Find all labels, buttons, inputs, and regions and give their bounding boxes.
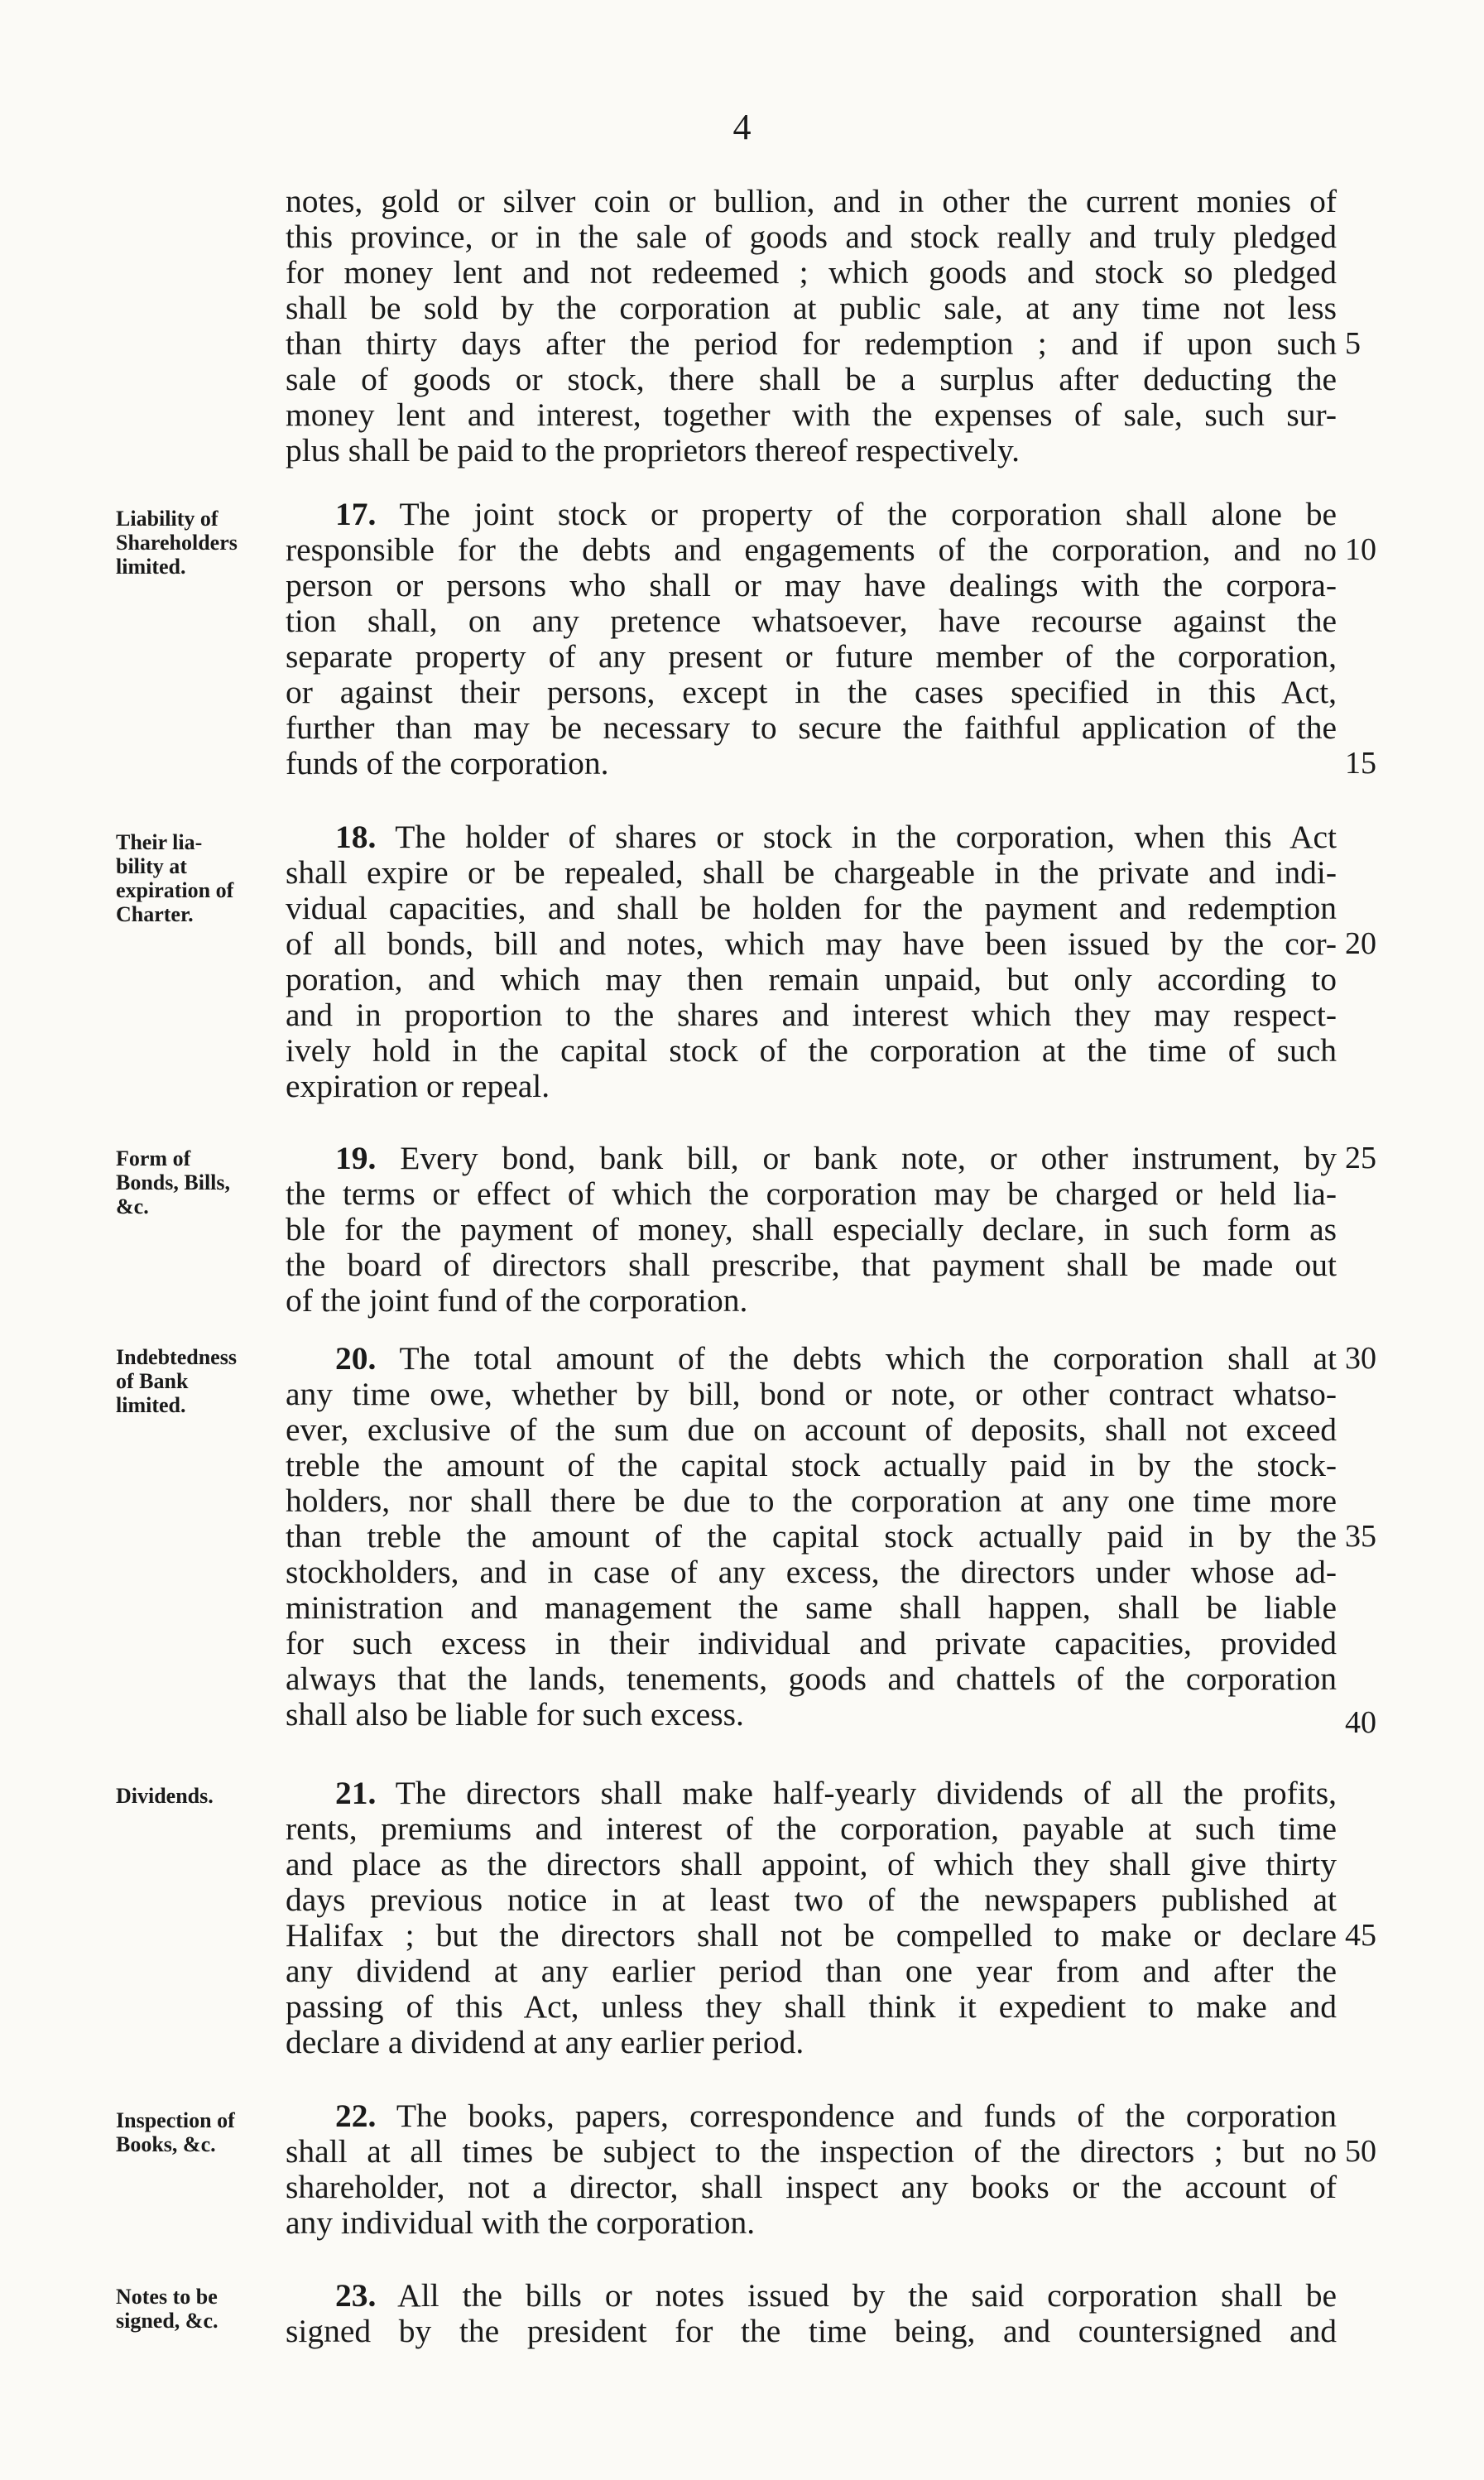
section-17 bbox=[286, 497, 1337, 781]
section-21 bbox=[286, 1776, 1337, 2060]
text-line: plus shall be paid to the proprietors thereof respectively. bbox=[286, 432, 1021, 469]
text-line: for money lent and not redeemed ; which goods and stock so pledged bbox=[286, 254, 1337, 291]
text-line: person or persons who shall or may have dealings with the corpora- bbox=[286, 567, 1337, 603]
text-line: ministration and management the same shall happen, shall be liable bbox=[286, 1589, 1337, 1626]
text-line: expiration or repeal. bbox=[286, 1068, 550, 1104]
text-line: ively hold in the capital stock of the corporation at the time of such bbox=[286, 1032, 1337, 1069]
text-line: sale of goods or stock, there shall be a surplus after deducting the bbox=[286, 361, 1337, 397]
line-number: 20 bbox=[1345, 926, 1376, 961]
margin-note-indebtedness: Indebtedness of Bank limited. bbox=[116, 1345, 237, 1417]
text-line: than treble the amount of the capital stock actually paid in by the bbox=[286, 1518, 1337, 1555]
section-20 bbox=[286, 1341, 1337, 1733]
text-line: poration, and which may then remain unpaid, but only according to bbox=[286, 961, 1337, 997]
text-line: of all bonds, bill and notes, which may have been issued by the cor- bbox=[286, 925, 1337, 962]
line-number: 10 bbox=[1345, 532, 1376, 567]
line-number: 35 bbox=[1345, 1519, 1376, 1554]
text-line: shall be sold by the corporation at public sale, at any time not less bbox=[286, 290, 1337, 326]
text-line: the terms or effect of which the corporation may be charged or held lia- bbox=[286, 1175, 1337, 1212]
text-line: ble for the payment of money, shall especially declare, in such form as bbox=[286, 1211, 1337, 1247]
text-line: funds of the corporation. bbox=[286, 745, 609, 781]
text-line: signed by the president for the time being, and countersigned and bbox=[286, 2313, 1337, 2349]
section-number: 20. bbox=[335, 1340, 377, 1377]
text-line: treble the amount of the capital stock actually paid in by the stock- bbox=[286, 1447, 1337, 1483]
text-line: ever, exclusive of the sum due on account of deposits, shall not exceed bbox=[286, 1411, 1337, 1448]
line-number: 30 bbox=[1345, 1341, 1376, 1376]
text-line: The holder of shares or stock in the corporation, when this Act bbox=[395, 819, 1338, 855]
text-line: holders, nor shall there be due to the corporation at any one time more bbox=[286, 1483, 1337, 1519]
text-line: tion shall, on any pretence whatsoever, have recourse against the bbox=[286, 603, 1337, 639]
line-number: 50 bbox=[1345, 2134, 1376, 2169]
text-line: than thirty days after the period for redemption ; and if upon such bbox=[286, 325, 1337, 362]
text-line: shall also be liable for such excess. bbox=[286, 1696, 744, 1733]
line-number: 25 bbox=[1345, 1141, 1376, 1175]
section-number: 17. bbox=[335, 496, 377, 532]
text-line: declare a dividend at any earlier period. bbox=[286, 2024, 804, 2060]
margin-note-dividends: Dividends. bbox=[116, 1784, 214, 1808]
margin-note-inspection: Inspection of Books, &c. bbox=[116, 2108, 235, 2156]
text-line: stockholders, and in case of any excess, the directors under whose ad- bbox=[286, 1554, 1337, 1590]
text-line: separate property of any present or future member of the corporation, bbox=[286, 638, 1337, 675]
text-line: rents, premiums and interest of the corporation, payable at such time bbox=[286, 1810, 1337, 1847]
text-line: The directors shall make half-yearly dividends of all the profits, bbox=[395, 1775, 1337, 1811]
text-line: vidual capacities, and shall be holden for the payment and redemption bbox=[286, 890, 1337, 926]
text-line: or against their persons, except in the cases specified in this Act, bbox=[286, 674, 1337, 710]
section-18 bbox=[286, 819, 1337, 1104]
section-23 bbox=[286, 2278, 1337, 2349]
text-line: shall at all times be subject to the inspection of the directors ; but no bbox=[286, 2133, 1337, 2170]
text-line: of the joint fund of the corporation. bbox=[286, 1282, 748, 1319]
text-line: money lent and interest, together with the expenses of sale, such sur- bbox=[286, 397, 1337, 433]
intro-paragraph bbox=[286, 184, 1337, 469]
section-number: 19. bbox=[335, 1140, 377, 1176]
text-line: any dividend at any earlier period than one year from and after the bbox=[286, 1953, 1337, 1989]
line-number: 5 bbox=[1345, 326, 1361, 361]
text-line: The joint stock or property of the corporation shall alone be bbox=[399, 496, 1337, 532]
text-line: The total amount of the debts which the corporation shall at bbox=[399, 1340, 1337, 1377]
text-line: for such excess in their individual and private capacities, provided bbox=[286, 1625, 1337, 1661]
text-line: any time owe, whether by bill, bond or note, or other contract whatso- bbox=[286, 1376, 1337, 1412]
text-line: passing of this Act, unless they shall think it expedient to make and bbox=[286, 1988, 1337, 2025]
text-line: further than may be necessary to secure the faithful application of the bbox=[286, 709, 1337, 746]
text-line: always that the lands, tenements, goods and chattels of the corporation bbox=[286, 1661, 1337, 1697]
page-number: 4 bbox=[732, 107, 752, 147]
text-line: Halifax ; but the directors shall not be compelled to make or declare bbox=[286, 1917, 1337, 1954]
text-line: days previous notice in at least two of the newspapers published at bbox=[286, 1882, 1337, 1918]
text-line: this province, or in the sale of goods and stock really and truly pledged bbox=[286, 219, 1337, 255]
section-19 bbox=[286, 1141, 1337, 1319]
line-number: 15 bbox=[1345, 746, 1376, 781]
text-line: and place as the directors shall appoint, of which they shall give thirty bbox=[286, 1846, 1337, 1882]
margin-note-notes-signed: Notes to be signed, &c. bbox=[116, 2285, 219, 2333]
text-line: shall expire or be repealed, shall be chargeable in the private and indi- bbox=[286, 854, 1337, 891]
section-22 bbox=[286, 2098, 1337, 2241]
text-line: any individual with the corporation. bbox=[286, 2204, 756, 2241]
margin-note-expiration: Their lia- bility at expiration of Charter. bbox=[116, 830, 234, 926]
text-line: All the bills or notes issued by the said corporation shall be bbox=[397, 2277, 1337, 2314]
text-line: shareholder, not a director, shall inspect any books or the account of bbox=[286, 2169, 1337, 2205]
margin-note-liability: Liability of Shareholders limited. bbox=[116, 507, 238, 579]
line-number: 40 bbox=[1345, 1705, 1376, 1740]
section-number: 21. bbox=[335, 1775, 377, 1811]
section-number: 23. bbox=[335, 2277, 377, 2314]
text-line: Every bond, bank bill, or bank note, or other instrument, by bbox=[400, 1140, 1337, 1176]
text-line: responsible for the debts and engagements of the corporation, and no bbox=[286, 531, 1337, 568]
section-number: 18. bbox=[335, 819, 377, 855]
margin-note-bonds: Form of Bonds, Bills, &c. bbox=[116, 1146, 231, 1218]
section-number: 22. bbox=[335, 2098, 377, 2134]
text-line: The books, papers, correspondence and funds of the corporation bbox=[396, 2098, 1337, 2134]
text-line: the board of directors shall prescribe, that payment shall be made out bbox=[286, 1247, 1337, 1283]
line-number: 45 bbox=[1345, 1918, 1376, 1953]
text-line: and in proportion to the shares and interest which they may respect- bbox=[286, 997, 1337, 1033]
text-line: notes, gold or silver coin or bullion, and in other the current monies of bbox=[286, 183, 1337, 219]
